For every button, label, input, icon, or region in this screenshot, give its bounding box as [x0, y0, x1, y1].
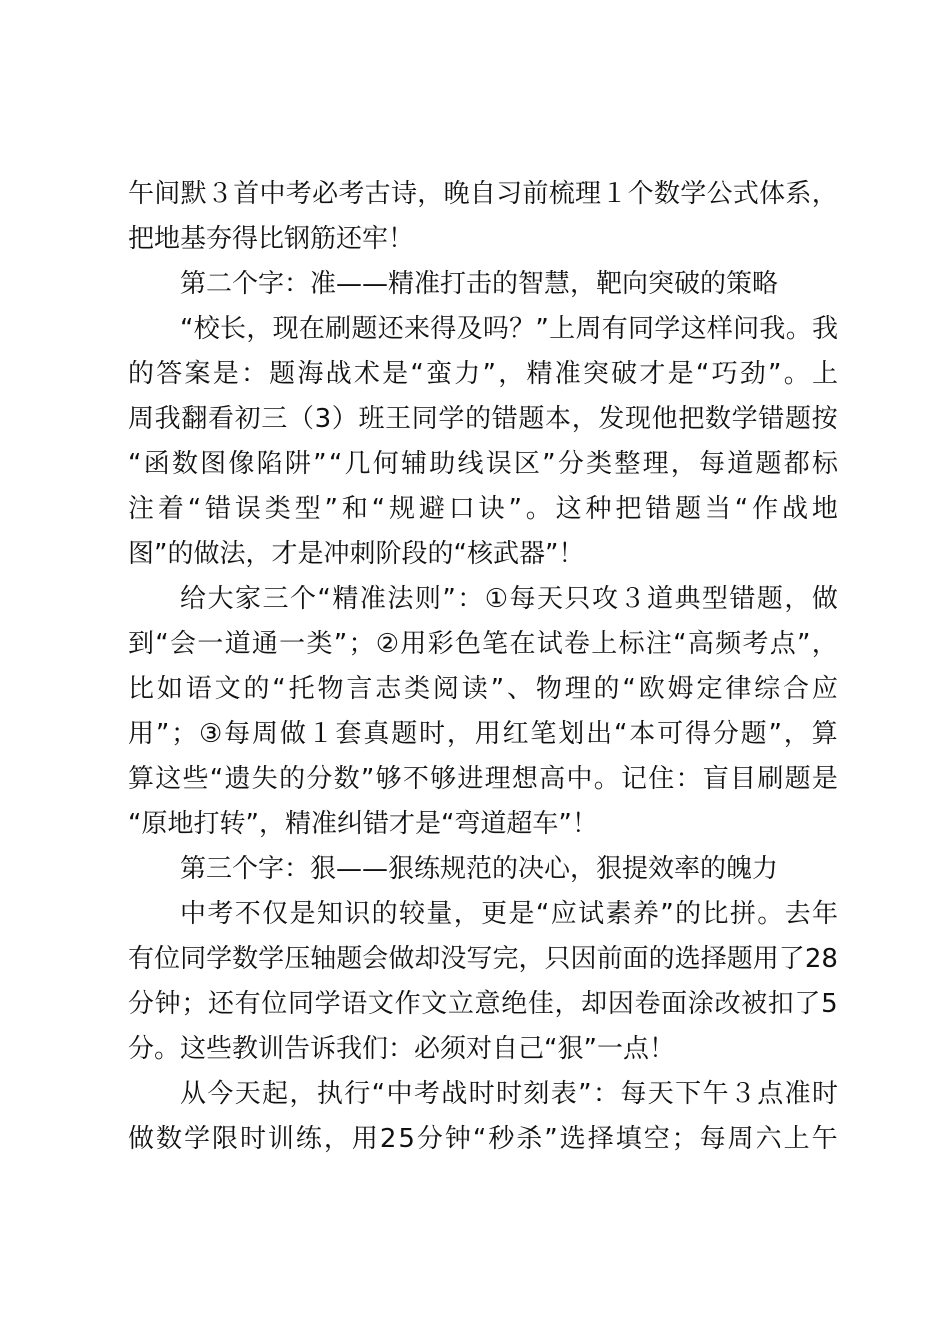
text-line: 有 位 同 学 数 学 压 轴 题 会 做 却 没 写 完 ， 只 因 前 面 的 选 择 题 用 了 2 8 [128, 944, 838, 974]
text-line: “ 校 长 ， 现 在 刷 题 还 来 得 及 吗 ？ ” 上 周 有 同 学 这 样 问 我 。 我 [180, 314, 838, 344]
text-line: “原地打转”，精准纠错才是“弯道超车”！ [128, 809, 598, 839]
text-line: 第二个字：准——精准打击的智慧，靶向突破的策略 [180, 269, 779, 299]
text-line: 图”的做法，才是冲刺阶段的“核武器”！ [128, 539, 585, 569]
text-line: 用 ” ； ③ 每 周 做 １ 套 真 题 时 ， 用 红 笔 划 出 “ 本 可 得 分 题 ” ， 算 [128, 719, 838, 749]
document-body [128, 172, 838, 1162]
text-line: 算 这 些 “ 遗 失 的 分 数 ” 够 不 够 进 理 想 高 中 。 记 住 ： 盲 目 刷 题 是 [128, 764, 838, 794]
text-line: 注 着 “ 错 误 类 型 ” 和 “ 规 避 口 诀 ” 。 这 种 把 错 题 当 “ 作 战 地 [128, 494, 838, 524]
text-line: 把地基夯得比钢筋还牢！ [128, 224, 415, 254]
text-line: 第三个字：狠——狠练规范的决心，狠提效率的魄力 [180, 854, 779, 884]
text-line: 从 今 天 起 ， 执 行 “ 中 考 战 时 时 刻 表 ” ： 每 天 下 午 ３ 点 准 时 [180, 1079, 838, 1109]
text-line: 比 如 语 文 的 “ 托 物 言 志 类 阅 读 ” 、 物 理 的 “ 欧 姆 定 律 综 合 应 [128, 674, 838, 704]
text-line: 给 大 家 三 个 “ 精 准 法 则 ” ： ① 每 天 只 攻 ３ 道 典 型 错 题 ， 做 [180, 584, 838, 614]
text-line: 到 “ 会 一 道 通 一 类 ” ； ② 用 彩 色 笔 在 试 卷 上 标 注 “ 高 频 考 点 ” ， [128, 629, 838, 659]
text-line: 分。这些教训告诉我们：必须对自己“狠”一点！ [128, 1034, 675, 1064]
text-line: 周 我 翻 看 初 三 （ 3 ） 班 王 同 学 的 错 题 本 ， 发 现 他 把 数 学 错 题 按 [128, 404, 838, 434]
text-line: 中 考 不 仅 是 知 识 的 较 量 ， 更 是 “ 应 试 素 养 ” 的 比 拼 。 去 年 [180, 899, 838, 929]
text-line: 做 数 学 限 时 训 练 ， 用 2 5 分 钟 “ 秒 杀 ” 选 择 填 空 ； 每 周 六 上 午 [128, 1124, 838, 1154]
text-line: 分 钟 ； 还 有 位 同 学 语 文 作 文 立 意 绝 佳 ， 却 因 卷 面 涂 改 被 扣 了 5 [128, 989, 838, 1019]
text-line: “ 函 数 图 像 陷 阱 ” “ 几 何 辅 助 线 误 区 ” 分 类 整 理 ， 每 道 题 都 标 [128, 449, 838, 479]
text-line: 午 间 默 ３ 首 中 考 必 考 古 诗 ， 晚 自 习 前 梳 理 １ 个 数 学 公 式 体 系 ， [128, 179, 838, 209]
text-line: 的 答 案 是 ： 题 海 战 术 是 “ 蛮 力 ” ， 精 准 突 破 才 是 “ 巧 劲 ” 。 上 [128, 359, 838, 389]
